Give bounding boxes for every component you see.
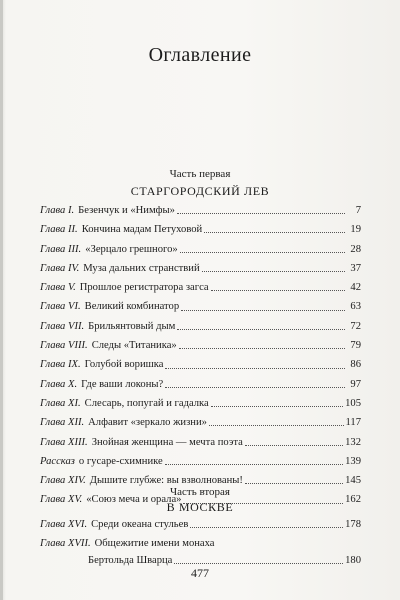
chapter-label: Глава XVI. — [40, 519, 88, 530]
chapter-page: 28 — [350, 243, 361, 255]
toc-entry — [40, 394, 361, 413]
chapter-page: 42 — [350, 282, 361, 294]
chapter-title: Где ваши локоны? — [81, 378, 164, 390]
toc-entry — [40, 534, 361, 551]
toc-entry — [40, 336, 361, 355]
chapter-label: Глава III. — [40, 243, 82, 255]
chapter-page: 63 — [350, 301, 361, 313]
chapter-title: Среди океана стульев — [91, 519, 189, 530]
toc-part-2 — [40, 515, 361, 571]
chapter-label: Рассказ — [40, 455, 75, 467]
dot-leader — [211, 406, 343, 407]
dot-leader — [180, 252, 345, 253]
chapter-page: 105 — [345, 397, 361, 409]
chapter-page: 132 — [345, 436, 361, 448]
dot-leader — [190, 527, 343, 528]
dot-leader — [165, 387, 345, 388]
page-title: Оглавление — [148, 44, 252, 66]
chapter-label: Глава XIII. — [40, 436, 88, 448]
dot-leader — [177, 213, 345, 214]
chapter-page: 139 — [345, 455, 361, 467]
toc-entry — [40, 278, 361, 297]
chapter-title: Муза дальних странствий — [83, 262, 200, 274]
chapter-title: Знойная женщина — мечта поэта — [91, 436, 243, 448]
chapter-page: 178 — [345, 519, 361, 530]
dot-leader — [165, 464, 343, 465]
chapter-title: «Зерцало грешного» — [85, 243, 178, 255]
chapter-title: Прошлое регистратора загса — [79, 282, 209, 294]
toc-part-1 — [40, 201, 361, 510]
chapter-label: Глава XVII. — [40, 538, 91, 550]
toc-entry — [40, 452, 361, 471]
chapter-label: Глава XV. — [40, 494, 83, 506]
chapter-title: Дышите глубже: вы взволнованы! — [89, 475, 243, 487]
chapter-page: 86 — [350, 359, 361, 371]
toc-entry — [40, 259, 361, 278]
chapter-label: Глава XII. — [40, 417, 85, 429]
toc-entry — [40, 297, 361, 316]
chapter-label: Глава XIV. — [40, 475, 86, 487]
dot-leader — [181, 310, 345, 311]
chapter-label: Глава II. — [40, 224, 78, 236]
dot-leader — [177, 329, 345, 330]
chapter-page: 19 — [350, 224, 361, 236]
chapter-title: Общежитие имени монаха — [94, 538, 215, 550]
toc-entry — [40, 433, 361, 452]
chapter-title-continuation: Бертольда Шварца — [88, 555, 173, 567]
chapter-title: Брильянтовый дым — [88, 320, 176, 332]
chapter-page: 7 — [355, 205, 361, 216]
chapter-title: Кончина мадам Петуховой — [81, 224, 203, 236]
dot-leader — [245, 483, 343, 484]
dot-leader — [165, 368, 345, 369]
chapter-page: 37 — [350, 262, 361, 274]
chapter-title: «Союз меча и орала» — [86, 494, 182, 506]
chapter-page: 72 — [350, 320, 361, 332]
part-1-title: СТАРГОРОДСКИЙ ЛЕВ — [130, 184, 270, 198]
dot-leader — [204, 232, 345, 233]
chapter-label: Глава IV. — [40, 262, 80, 274]
dot-leader — [202, 271, 345, 272]
toc-entry — [40, 355, 361, 374]
toc-entry — [40, 201, 361, 220]
dot-leader — [211, 290, 345, 291]
toc-entry — [40, 375, 361, 394]
chapter-label: Глава I. — [40, 205, 75, 216]
part-2-label: Часть вторая — [169, 486, 230, 498]
dot-leader — [174, 563, 343, 564]
toc-entry — [40, 413, 361, 432]
chapter-label: Глава IX. — [40, 359, 81, 371]
chapter-page: 97 — [350, 378, 361, 390]
chapter-page: 162 — [345, 494, 361, 506]
chapter-page: 117 — [345, 417, 361, 429]
toc-entry — [40, 220, 361, 239]
toc-entry — [40, 240, 361, 259]
dot-leader — [245, 445, 343, 446]
chapter-label: Глава X. — [40, 378, 78, 390]
chapter-title: Алфавит «зеркало жизни» — [88, 417, 207, 429]
chapter-title: Великий комбинатор — [84, 301, 180, 313]
part-1-label: Часть первая — [169, 168, 231, 180]
toc-entry — [40, 515, 361, 534]
chapter-label: Глава VI. — [40, 301, 81, 313]
chapter-title: Голубой воришка — [84, 359, 164, 371]
chapter-title: Безенчук и «Нимфы» — [78, 205, 175, 216]
chapter-title: Следы «Титаника» — [91, 340, 177, 352]
page-number: 477 — [191, 566, 209, 580]
part-2-title: В МОСКВЕ — [166, 500, 234, 514]
chapter-label: Глава V. — [40, 282, 76, 294]
toc-entry — [40, 317, 361, 336]
chapter-label: Глава VIII. — [40, 340, 88, 352]
chapter-label: Глава VII. — [40, 320, 85, 332]
dot-leader — [209, 425, 344, 426]
chapter-page: 180 — [345, 555, 361, 567]
chapter-title: Слесарь, попугай и гадалка — [84, 397, 209, 409]
chapter-title: о гусаре-схимнике — [78, 455, 163, 467]
chapter-page: 79 — [350, 340, 361, 352]
dot-leader — [179, 348, 345, 349]
chapter-label: Глава XI. — [40, 397, 81, 409]
chapter-page: 145 — [345, 475, 361, 487]
